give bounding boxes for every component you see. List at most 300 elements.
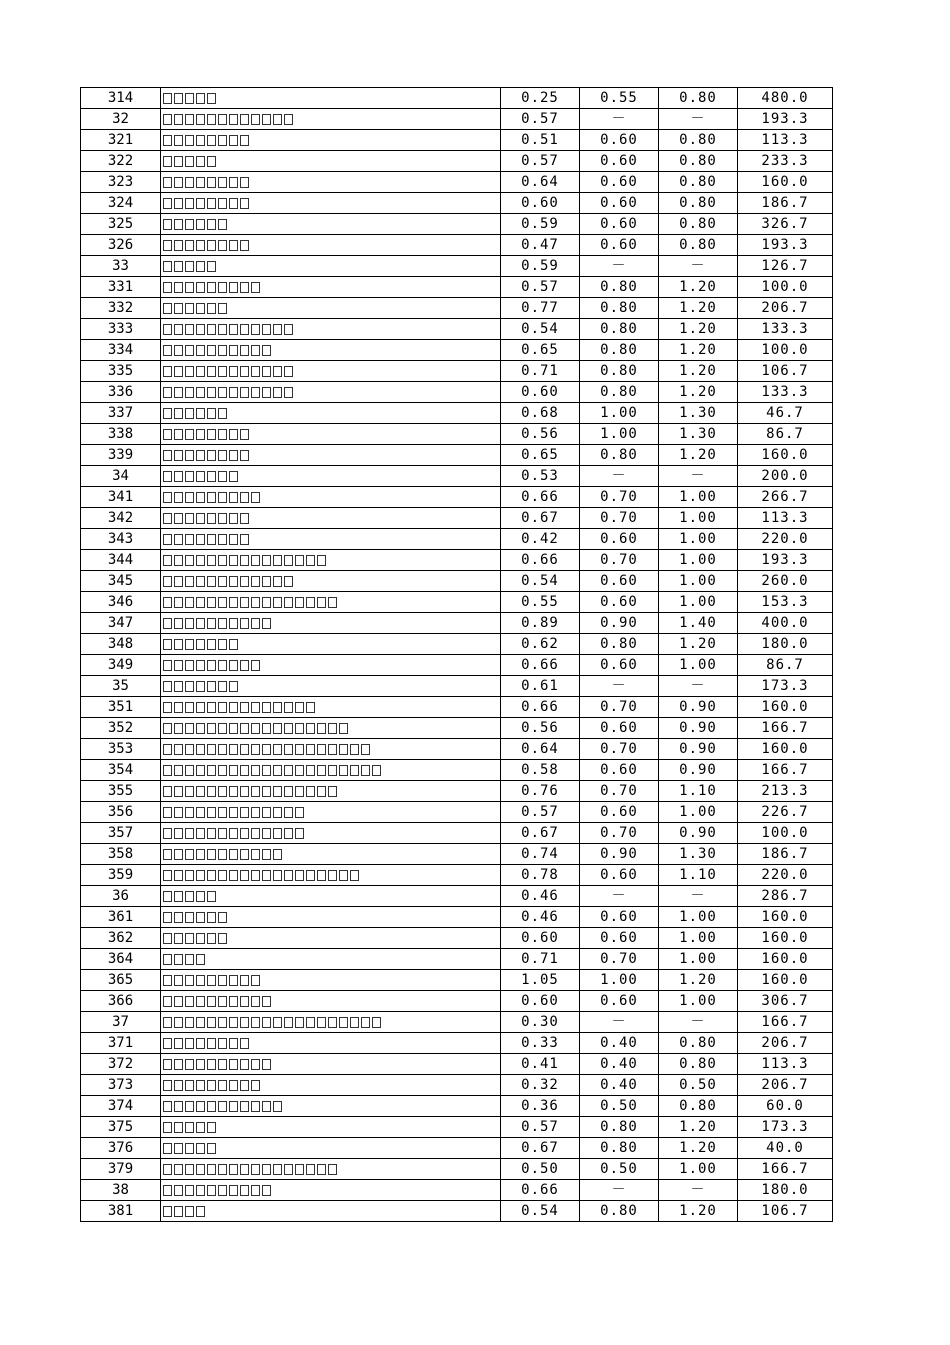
value-2-cell: 0.70 <box>580 487 659 508</box>
value-3-cell: 0.80 <box>659 1033 738 1054</box>
missing-glyph-text <box>163 1159 339 1179</box>
value-3-cell: 1.20 <box>659 1201 738 1222</box>
name-cell <box>161 1117 501 1138</box>
missing-glyph-box <box>262 849 271 860</box>
missing-glyph-box <box>163 1059 172 1070</box>
missing-glyph-box <box>174 387 183 398</box>
missing-glyph-box <box>218 744 227 755</box>
missing-glyph-box <box>174 219 183 230</box>
missing-glyph-box <box>174 1080 183 1091</box>
missing-glyph-text <box>163 445 251 465</box>
value-4-cell: 220.0 <box>738 529 833 550</box>
missing-glyph-box <box>240 555 249 566</box>
missing-glyph-box <box>163 429 172 440</box>
missing-glyph-box <box>207 912 216 923</box>
value-4-cell: 193.3 <box>738 235 833 256</box>
missing-glyph-box <box>185 996 194 1007</box>
missing-glyph-box <box>262 765 271 776</box>
missing-glyph-box <box>273 1017 282 1028</box>
missing-glyph-text <box>163 1117 218 1137</box>
missing-glyph-box <box>207 492 216 503</box>
missing-glyph-box <box>306 555 315 566</box>
value-3-cell: 0.80 <box>659 193 738 214</box>
missing-glyph-box <box>207 282 216 293</box>
missing-glyph-box <box>229 1038 238 1049</box>
value-3-cell: 0.50 <box>659 1075 738 1096</box>
value-2-cell: 0.60 <box>580 151 659 172</box>
missing-glyph-box <box>251 1101 260 1112</box>
value-3-cell: 1.00 <box>659 928 738 949</box>
missing-glyph-box <box>262 345 271 356</box>
missing-glyph-box <box>273 765 282 776</box>
value-2-cell: 0.80 <box>580 319 659 340</box>
code-cell: 335 <box>81 361 161 382</box>
missing-glyph-box <box>240 702 249 713</box>
value-4-cell: 286.7 <box>738 886 833 907</box>
missing-glyph-box <box>196 597 205 608</box>
name-cell <box>161 676 501 697</box>
missing-glyph-box <box>229 534 238 545</box>
missing-glyph-box <box>174 492 183 503</box>
missing-glyph-box <box>273 870 282 881</box>
table-row <box>81 865 833 886</box>
value-4-cell: 180.0 <box>738 1180 833 1201</box>
missing-glyph-text <box>163 382 295 402</box>
missing-glyph-box <box>317 765 326 776</box>
missing-glyph-box <box>251 723 260 734</box>
value-3-cell: 1.30 <box>659 403 738 424</box>
value-3-cell: 0.80 <box>659 1054 738 1075</box>
value-2-cell: 0.70 <box>580 781 659 802</box>
missing-glyph-box <box>174 471 183 482</box>
missing-glyph-box <box>185 534 194 545</box>
missing-glyph-box <box>163 366 172 377</box>
value-1-cell: 0.46 <box>501 886 580 907</box>
value-1-cell: 0.65 <box>501 445 580 466</box>
missing-glyph-box <box>207 408 216 419</box>
missing-glyph-box <box>295 1164 304 1175</box>
missing-glyph-box <box>229 513 238 524</box>
value-4-cell: 186.7 <box>738 193 833 214</box>
code-cell: 322 <box>81 151 161 172</box>
missing-glyph-text <box>163 634 240 654</box>
name-cell <box>161 592 501 613</box>
missing-glyph-box <box>229 618 238 629</box>
name-cell <box>161 1201 501 1222</box>
missing-glyph-box <box>284 744 293 755</box>
missing-glyph-box <box>207 1185 216 1196</box>
missing-glyph-box <box>196 849 205 860</box>
missing-glyph-box <box>218 807 227 818</box>
code-cell: 353 <box>81 739 161 760</box>
name-cell <box>161 256 501 277</box>
value-2-cell: 0.90 <box>580 613 659 634</box>
missing-glyph-box <box>196 366 205 377</box>
missing-glyph-box <box>229 282 238 293</box>
missing-glyph-box <box>185 786 194 797</box>
value-4-cell: 113.3 <box>738 1054 833 1075</box>
missing-glyph-box <box>229 429 238 440</box>
code-cell: 326 <box>81 235 161 256</box>
missing-glyph-box <box>196 765 205 776</box>
missing-glyph-box <box>196 828 205 839</box>
value-4-cell: 193.3 <box>738 550 833 571</box>
missing-glyph-box <box>174 996 183 1007</box>
missing-glyph-box <box>240 429 249 440</box>
table-row <box>81 550 833 571</box>
missing-glyph-box <box>218 492 227 503</box>
table-row <box>81 634 833 655</box>
name-cell <box>161 235 501 256</box>
missing-glyph-box <box>218 1038 227 1049</box>
missing-glyph-box <box>207 1143 216 1154</box>
missing-glyph-box <box>163 114 172 125</box>
code-cell: 37 <box>81 1012 161 1033</box>
missing-glyph-box <box>240 282 249 293</box>
missing-glyph-text <box>163 718 350 738</box>
missing-glyph-box <box>207 177 216 188</box>
value-2-cell: 0.60 <box>580 172 659 193</box>
missing-glyph-box <box>251 807 260 818</box>
missing-glyph-box <box>350 870 359 881</box>
value-1-cell: 0.58 <box>501 760 580 781</box>
missing-glyph-box <box>185 429 194 440</box>
missing-glyph-box <box>372 765 381 776</box>
value-2-cell: 0.60 <box>580 655 659 676</box>
missing-glyph-text <box>163 235 251 255</box>
name-cell <box>161 865 501 886</box>
missing-glyph-box <box>174 1122 183 1133</box>
missing-glyph-box <box>196 702 205 713</box>
missing-glyph-box <box>163 1080 172 1091</box>
table-row <box>81 1054 833 1075</box>
value-2-cell: 0.60 <box>580 760 659 781</box>
missing-glyph-box <box>207 450 216 461</box>
value-1-cell: 0.56 <box>501 718 580 739</box>
missing-glyph-box <box>295 807 304 818</box>
table-row <box>81 172 833 193</box>
missing-glyph-box <box>284 702 293 713</box>
missing-glyph-box <box>240 849 249 860</box>
code-cell: 339 <box>81 445 161 466</box>
code-cell: 324 <box>81 193 161 214</box>
value-1-cell: 0.66 <box>501 487 580 508</box>
missing-glyph-box <box>207 303 216 314</box>
missing-glyph-box <box>240 765 249 776</box>
code-cell: 364 <box>81 949 161 970</box>
missing-glyph-box <box>196 1101 205 1112</box>
value-3-cell: 1.20 <box>659 319 738 340</box>
missing-glyph-box <box>185 408 194 419</box>
missing-glyph-box <box>185 1122 194 1133</box>
missing-glyph-box <box>207 639 216 650</box>
value-2-cell: 0.70 <box>580 823 659 844</box>
code-cell: 345 <box>81 571 161 592</box>
missing-glyph-box <box>185 1017 194 1028</box>
name-cell <box>161 970 501 991</box>
missing-glyph-box <box>174 891 183 902</box>
table-row <box>81 886 833 907</box>
value-2-cell: 1.00 <box>580 970 659 991</box>
value-4-cell: 60.0 <box>738 1096 833 1117</box>
missing-glyph-text <box>163 550 328 570</box>
value-2-cell: 0.60 <box>580 991 659 1012</box>
missing-glyph-box <box>207 891 216 902</box>
value-1-cell: 0.59 <box>501 256 580 277</box>
value-3-cell: 1.20 <box>659 298 738 319</box>
table-row <box>81 193 833 214</box>
missing-glyph-box <box>229 345 238 356</box>
missing-glyph-box <box>284 807 293 818</box>
value-1-cell: 0.62 <box>501 634 580 655</box>
value-2-cell: － <box>580 1180 659 1201</box>
value-1-cell: 0.55 <box>501 592 580 613</box>
missing-glyph-box <box>196 156 205 167</box>
missing-glyph-box <box>295 765 304 776</box>
value-4-cell: 160.0 <box>738 739 833 760</box>
missing-glyph-box <box>163 1185 172 1196</box>
missing-glyph-box <box>207 114 216 125</box>
missing-glyph-box <box>174 282 183 293</box>
missing-glyph-box <box>218 450 227 461</box>
value-4-cell: 160.0 <box>738 970 833 991</box>
missing-glyph-box <box>262 576 271 587</box>
missing-glyph-text <box>163 1201 207 1221</box>
missing-glyph-box <box>218 933 227 944</box>
missing-glyph-box <box>328 723 337 734</box>
missing-glyph-box <box>185 1038 194 1049</box>
missing-glyph-box <box>229 450 238 461</box>
missing-glyph-box <box>229 639 238 650</box>
missing-glyph-box <box>163 1017 172 1028</box>
missing-glyph-box <box>207 807 216 818</box>
missing-glyph-box <box>262 324 271 335</box>
missing-glyph-box <box>174 177 183 188</box>
value-2-cell: 0.60 <box>580 928 659 949</box>
name-cell <box>161 844 501 865</box>
code-cell: 379 <box>81 1159 161 1180</box>
missing-glyph-box <box>207 660 216 671</box>
value-2-cell: 0.80 <box>580 382 659 403</box>
missing-glyph-box <box>185 177 194 188</box>
code-cell: 359 <box>81 865 161 886</box>
name-cell <box>161 1054 501 1075</box>
table-row <box>81 718 833 739</box>
missing-glyph-box <box>163 1164 172 1175</box>
missing-glyph-box <box>207 870 216 881</box>
missing-glyph-box <box>273 744 282 755</box>
missing-glyph-box <box>163 765 172 776</box>
missing-glyph-box <box>196 282 205 293</box>
value-4-cell: 86.7 <box>738 655 833 676</box>
missing-glyph-box <box>262 786 271 797</box>
missing-glyph-text <box>163 1033 251 1053</box>
missing-glyph-box <box>163 660 172 671</box>
missing-glyph-box <box>196 429 205 440</box>
code-cell: 361 <box>81 907 161 928</box>
missing-glyph-box <box>207 786 216 797</box>
value-2-cell: 0.60 <box>580 235 659 256</box>
missing-glyph-box <box>317 870 326 881</box>
missing-glyph-box <box>207 576 216 587</box>
missing-glyph-box <box>174 366 183 377</box>
missing-glyph-box <box>174 240 183 251</box>
value-3-cell: 1.20 <box>659 1117 738 1138</box>
missing-glyph-box <box>185 324 194 335</box>
missing-glyph-box <box>207 975 216 986</box>
missing-glyph-box <box>163 324 172 335</box>
missing-glyph-text <box>163 1180 273 1200</box>
value-1-cell: 0.66 <box>501 697 580 718</box>
name-cell <box>161 928 501 949</box>
missing-glyph-box <box>196 639 205 650</box>
missing-glyph-box <box>207 1059 216 1070</box>
missing-glyph-box <box>262 387 271 398</box>
missing-glyph-box <box>240 366 249 377</box>
missing-glyph-box <box>207 1101 216 1112</box>
missing-glyph-box <box>185 954 194 965</box>
missing-glyph-box <box>207 366 216 377</box>
code-cell: 381 <box>81 1201 161 1222</box>
value-1-cell: 0.36 <box>501 1096 580 1117</box>
missing-glyph-box <box>163 93 172 104</box>
missing-glyph-box <box>218 366 227 377</box>
missing-glyph-box <box>207 849 216 860</box>
missing-glyph-box <box>361 744 370 755</box>
missing-glyph-text <box>163 319 295 339</box>
code-cell: 348 <box>81 634 161 655</box>
missing-glyph-box <box>163 870 172 881</box>
value-2-cell: 0.60 <box>580 130 659 151</box>
missing-glyph-text <box>163 1096 284 1116</box>
missing-glyph-box <box>306 1164 315 1175</box>
missing-glyph-box <box>240 240 249 251</box>
missing-glyph-box <box>218 1017 227 1028</box>
value-2-cell: 0.90 <box>580 844 659 865</box>
value-3-cell: － <box>659 256 738 277</box>
missing-glyph-box <box>174 450 183 461</box>
missing-glyph-box <box>174 660 183 671</box>
missing-glyph-box <box>251 576 260 587</box>
value-1-cell: 0.46 <box>501 907 580 928</box>
table-row <box>81 319 833 340</box>
missing-glyph-box <box>185 912 194 923</box>
missing-glyph-box <box>218 702 227 713</box>
missing-glyph-box <box>306 786 315 797</box>
missing-glyph-box <box>273 114 282 125</box>
missing-glyph-box <box>262 366 271 377</box>
value-1-cell: 0.78 <box>501 865 580 886</box>
missing-glyph-text <box>163 466 240 486</box>
missing-glyph-box <box>273 324 282 335</box>
missing-glyph-box <box>262 702 271 713</box>
value-2-cell: 0.70 <box>580 739 659 760</box>
missing-glyph-box <box>218 303 227 314</box>
missing-glyph-box <box>185 219 194 230</box>
missing-glyph-box <box>218 219 227 230</box>
code-cell: 373 <box>81 1075 161 1096</box>
missing-glyph-box <box>317 1017 326 1028</box>
missing-glyph-box <box>218 828 227 839</box>
value-4-cell: 206.7 <box>738 1075 833 1096</box>
name-cell <box>161 340 501 361</box>
missing-glyph-box <box>284 597 293 608</box>
missing-glyph-box <box>240 975 249 986</box>
value-1-cell: 0.64 <box>501 739 580 760</box>
missing-glyph-box <box>163 702 172 713</box>
missing-glyph-box <box>229 660 238 671</box>
value-3-cell: 1.00 <box>659 802 738 823</box>
table-row <box>81 1012 833 1033</box>
missing-glyph-text <box>163 277 262 297</box>
value-3-cell: 0.90 <box>659 697 738 718</box>
missing-glyph-box <box>229 681 238 692</box>
missing-glyph-box <box>328 1017 337 1028</box>
value-3-cell: － <box>659 466 738 487</box>
value-4-cell: 100.0 <box>738 823 833 844</box>
missing-glyph-box <box>350 1017 359 1028</box>
value-1-cell: 0.59 <box>501 214 580 235</box>
missing-glyph-box <box>284 366 293 377</box>
value-2-cell: 0.55 <box>580 88 659 109</box>
missing-glyph-text <box>163 865 361 885</box>
missing-glyph-box <box>163 933 172 944</box>
missing-glyph-box <box>207 534 216 545</box>
value-3-cell: 1.40 <box>659 613 738 634</box>
missing-glyph-box <box>350 744 359 755</box>
value-1-cell: 0.68 <box>501 403 580 424</box>
missing-glyph-box <box>163 282 172 293</box>
value-2-cell: － <box>580 1012 659 1033</box>
value-1-cell: 0.50 <box>501 1159 580 1180</box>
missing-glyph-box <box>295 702 304 713</box>
missing-glyph-box <box>207 702 216 713</box>
missing-glyph-box <box>174 933 183 944</box>
missing-glyph-box <box>174 597 183 608</box>
missing-glyph-box <box>196 240 205 251</box>
missing-glyph-box <box>218 975 227 986</box>
missing-glyph-box <box>163 723 172 734</box>
missing-glyph-box <box>163 471 172 482</box>
missing-glyph-box <box>163 1206 172 1217</box>
value-3-cell: 0.80 <box>659 130 738 151</box>
missing-glyph-box <box>196 450 205 461</box>
missing-glyph-box <box>174 702 183 713</box>
name-cell <box>161 277 501 298</box>
missing-glyph-box <box>240 576 249 587</box>
missing-glyph-text <box>163 298 229 318</box>
table-row <box>81 235 833 256</box>
missing-glyph-box <box>262 114 271 125</box>
missing-glyph-box <box>295 723 304 734</box>
name-cell <box>161 214 501 235</box>
missing-glyph-box <box>218 282 227 293</box>
table-row <box>81 277 833 298</box>
missing-glyph-box <box>196 492 205 503</box>
missing-glyph-box <box>295 597 304 608</box>
value-3-cell: 0.80 <box>659 88 738 109</box>
value-1-cell: 0.64 <box>501 172 580 193</box>
name-cell <box>161 1096 501 1117</box>
missing-glyph-box <box>251 324 260 335</box>
missing-glyph-text <box>163 571 295 591</box>
code-cell: 366 <box>81 991 161 1012</box>
missing-glyph-box <box>284 1164 293 1175</box>
value-4-cell: 400.0 <box>738 613 833 634</box>
value-3-cell: 1.00 <box>659 508 738 529</box>
table-row <box>81 1075 833 1096</box>
name-cell <box>161 1159 501 1180</box>
